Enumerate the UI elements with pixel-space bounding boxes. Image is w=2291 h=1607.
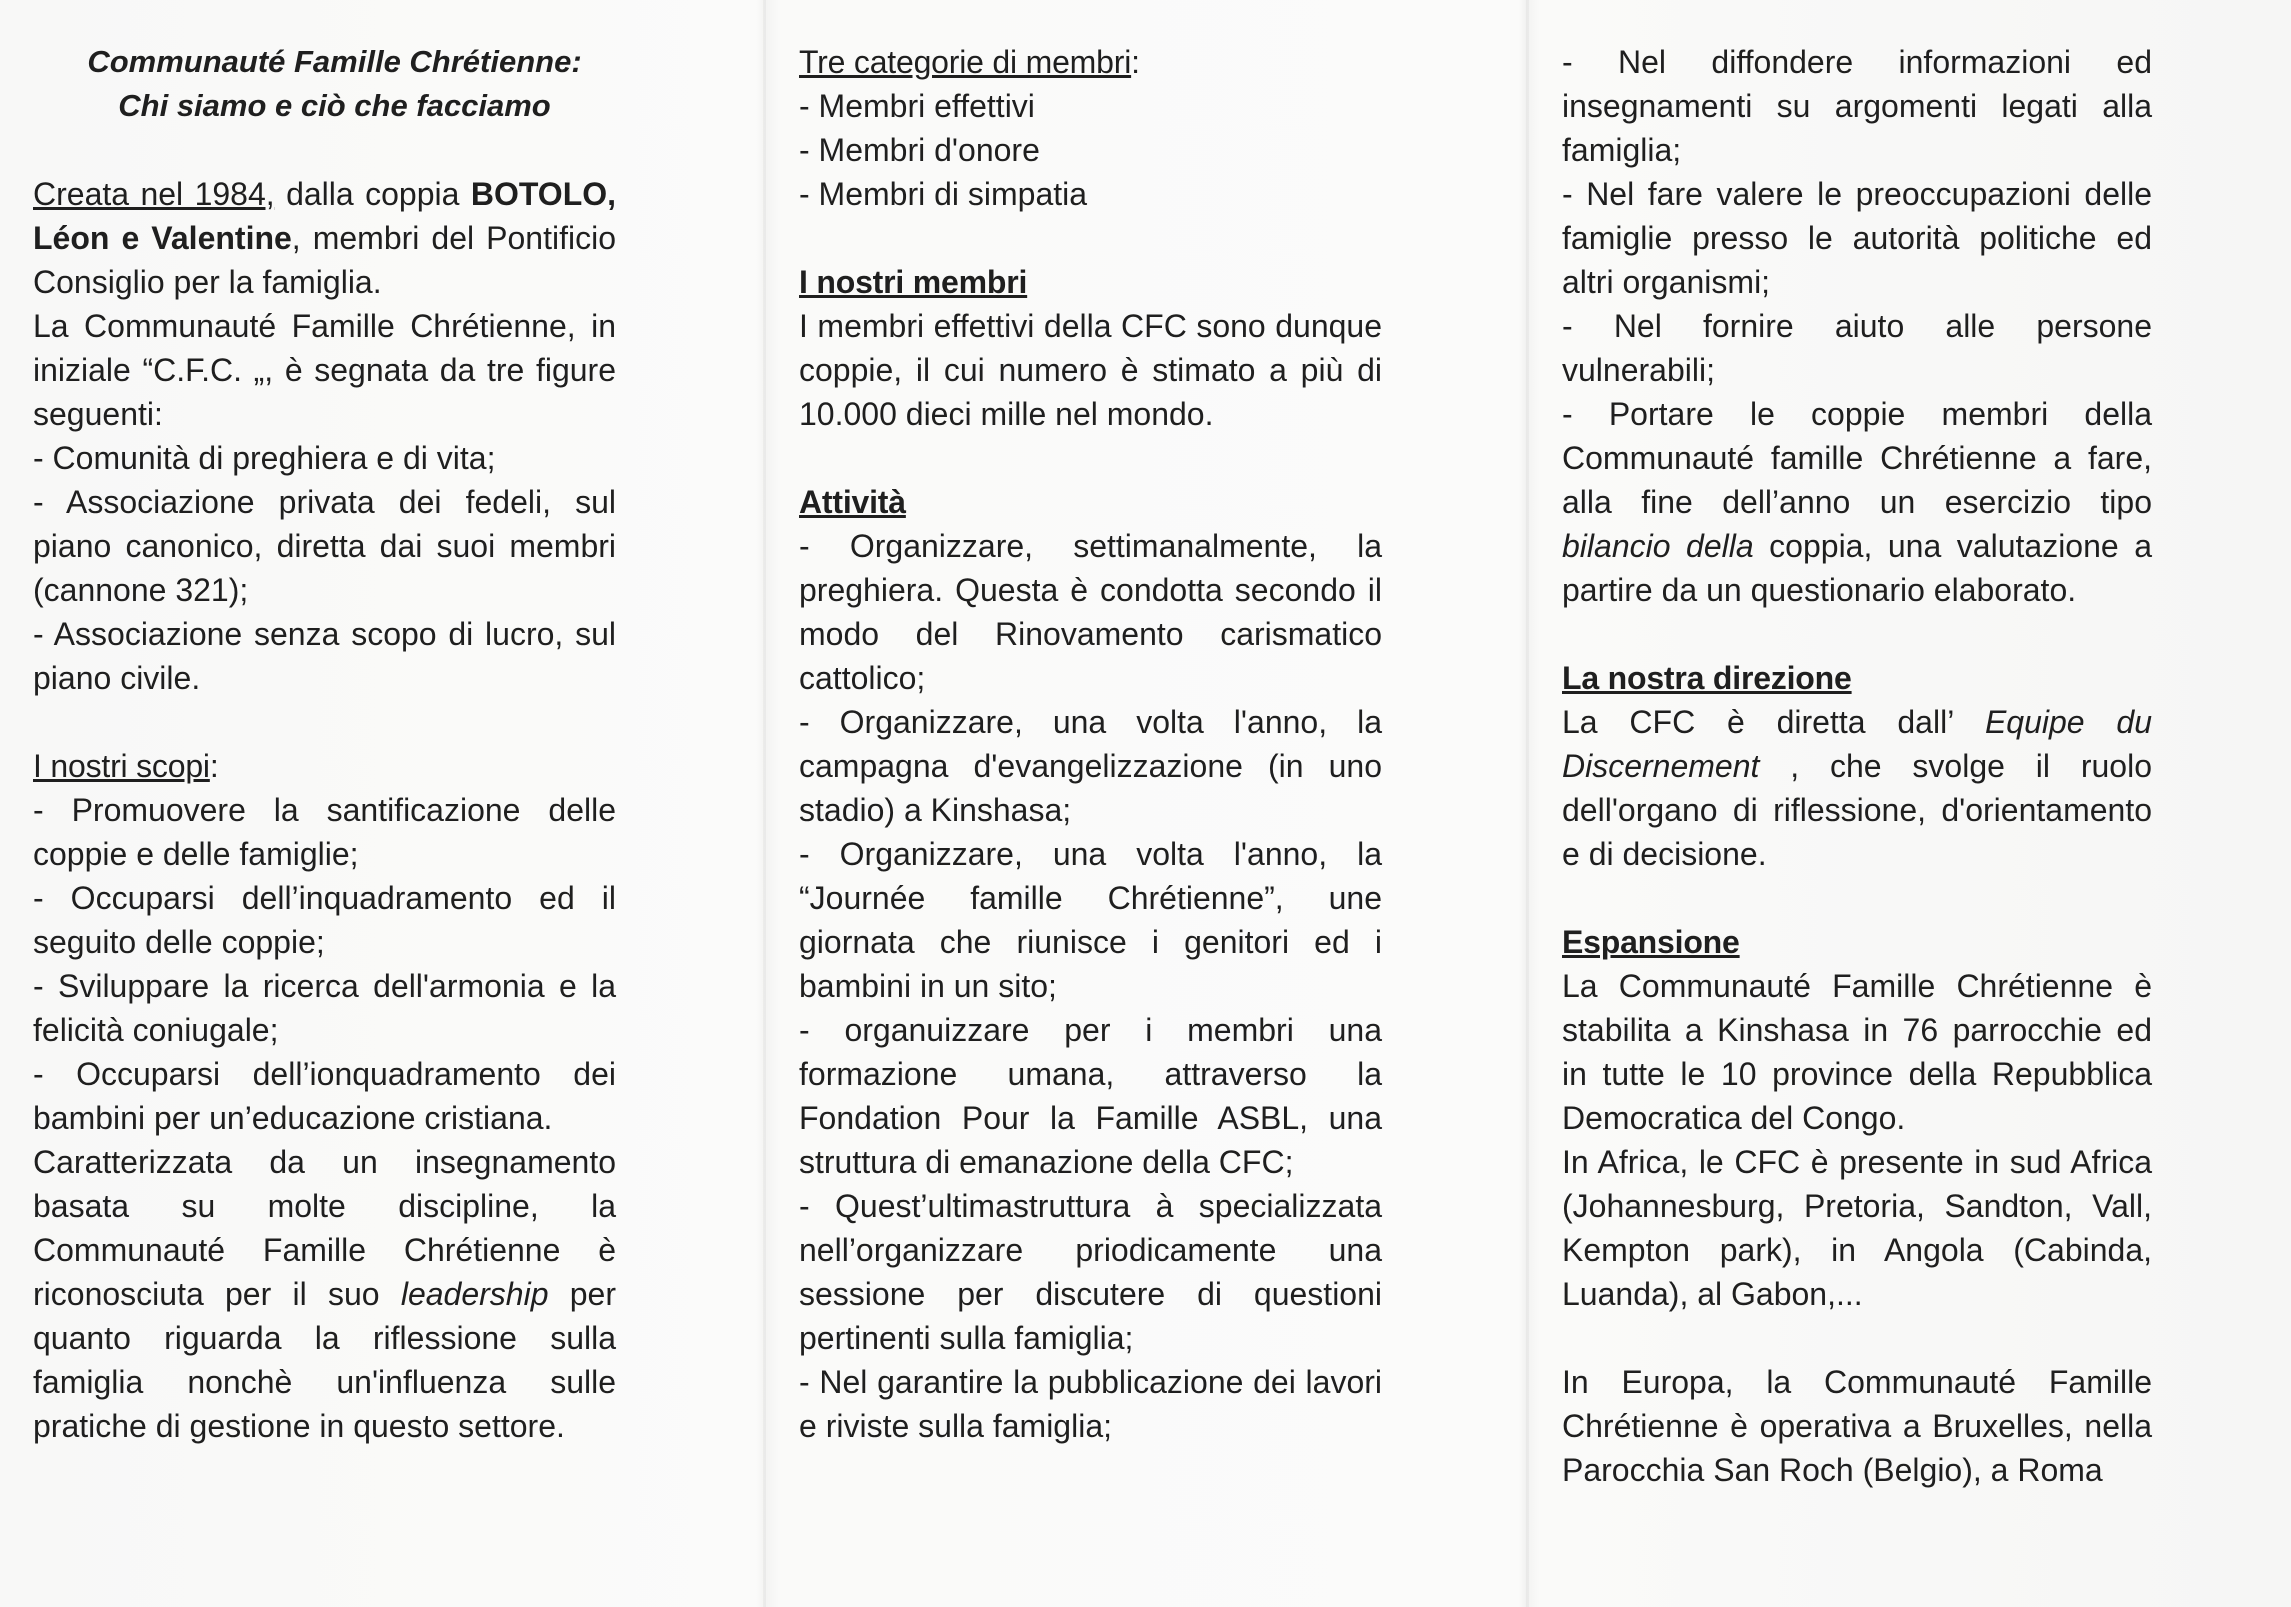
intro-rest: , membri del Pontificio Consiglio per la famiglia. bbox=[33, 220, 616, 300]
direzione-emphasis: Equipe du Discernement bbox=[1562, 704, 2153, 784]
scopo-item: - Promuovere la santificazione delle coppie e delle famiglie; bbox=[33, 792, 616, 872]
column-right bbox=[1562, 40, 2152, 1492]
scopo-item: - Occuparsi dell’inquadramento ed il seguito delle coppie; bbox=[33, 880, 616, 960]
closing-text-b: per quanto riguarda la riflessione sulla famiglia nonchè un'influenza sulle pratiche di gestione in questo settore. bbox=[33, 1276, 617, 1444]
attivita-item: - Quest’ultimastruttura à specializzata nell’organizzare priodicamente una sessione per discutere di questioni pertinenti sulla famiglia; bbox=[799, 1188, 1382, 1356]
fold-line-right bbox=[1526, 0, 1529, 1607]
section-heading-membri: I nostri membri bbox=[799, 264, 1028, 300]
attivita-item-bilancio bbox=[1562, 392, 2152, 612]
bilancio-text-a: - Portare le coppie membri della Communauté famille Chrétienne a fare, alla fine dell’anno un esercizio tipo bbox=[1562, 396, 2152, 520]
categoria-item: - Membri effettivi bbox=[799, 88, 1035, 124]
bilancio-emphasis: bilancio della bbox=[1562, 528, 1754, 564]
categoria-item: - Membri d'onore bbox=[799, 132, 1040, 168]
scopo-item: - Occuparsi dell’ionquadramento dei bambini per un’educazione cristiana. bbox=[33, 1056, 616, 1136]
direzione-text-a: La CFC è diretta dall’ bbox=[1562, 704, 1985, 740]
attivita-item: - Nel diffondere informazioni ed insegnamenti su argomenti legati alla famiglia; bbox=[1562, 44, 2152, 168]
categorie-colon: : bbox=[1131, 44, 1140, 80]
figure-item: - Associazione senza scopo di lucro, sul piano civile. bbox=[33, 616, 616, 696]
attivita-item: - Nel fare valere le preoccupazioni delle famiglie presso le autorità politiche ed altri organismi; bbox=[1562, 176, 2152, 300]
intro-lead: Creata nel 1984, bbox=[33, 176, 275, 212]
categoria-item: - Membri di simpatia bbox=[799, 176, 1088, 212]
espansione-paragraph: La Communauté Famille Chrétienne è stabilita a Kinshasa in 76 parrocchie ed in tutte le 10 province della Repubblica Democratica del Congo. bbox=[1562, 968, 2152, 1136]
column-middle bbox=[799, 40, 1382, 1448]
figure-item: - Comunità di preghiera e di vita; bbox=[33, 440, 496, 476]
attivita-item: - Nel fornire aiuto alle persone vulnerabili; bbox=[1562, 308, 2152, 388]
document-title-line-2: Chi siamo e ciò che facciamo bbox=[118, 88, 551, 123]
fold-line-left bbox=[763, 0, 766, 1607]
figure-item: - Associazione privata dei fedeli, sul piano canonico, diretta dai suoi membri (cannone 321); bbox=[33, 484, 616, 608]
section-heading-attivita: Attività bbox=[799, 484, 906, 520]
attivita-item: - Nel garantire la pubblicazione dei lavori e riviste sulla famiglia; bbox=[799, 1364, 1382, 1444]
direzione-paragraph bbox=[1562, 700, 2152, 876]
closing-text-a: Caratterizzata da un insegnamento basata su molte discipline, la Communauté Famille Chrétienne è riconosciuta per il suo bbox=[33, 1144, 616, 1312]
bilancio-text-b: coppia, una valutazione a partire da un questionario elaborato. bbox=[1562, 528, 2153, 608]
direzione-text-b: , che svolge il ruolo dell'organo di riflessione, d'orientamento e di decisione. bbox=[1562, 748, 2152, 872]
section-heading-scopi bbox=[33, 744, 616, 788]
attivita-item: - Organizzare, una volta l'anno, la “Journée famille Chrétienne”, une giornata che riunisce i genitori ed i bambini in un sito; bbox=[799, 836, 1382, 1004]
scopo-item: - Sviluppare la ricerca dell'armonia e la felicità coniugale; bbox=[33, 968, 616, 1048]
section-heading-espansione: Espansione bbox=[1562, 924, 1740, 960]
categorie-heading-text: Tre categorie di membri bbox=[799, 44, 1132, 80]
section-heading-categorie bbox=[799, 40, 1382, 84]
intro-paragraph bbox=[33, 172, 616, 304]
closing-paragraph bbox=[33, 1140, 616, 1448]
founders-name: BOTOLO, Léon e Valentine bbox=[33, 176, 617, 256]
section-heading-direzione: La nostra direzione bbox=[1562, 660, 1852, 696]
scopi-colon: : bbox=[209, 748, 219, 784]
intro-paragraph-2: La Communauté Famille Chrétienne, in iniziale “C.F.C. „, è segnata da tre figure seguenti: bbox=[33, 308, 616, 432]
closing-emphasis: leadership bbox=[400, 1276, 549, 1312]
attivita-item: - Organizzare, una volta l'anno, la campagna d'evangelizzazione (in uno stadio) a Kinshasa; bbox=[799, 704, 1382, 828]
column-left bbox=[33, 40, 616, 1448]
attivita-item: - organuizzare per i membri una formazione umana, attraverso la Fondation Pour la Famille ASBL, una struttura di emanazione della CFC; bbox=[799, 1012, 1382, 1180]
intro-text: dalla coppia bbox=[274, 176, 471, 212]
membri-paragraph: I membri effettivi della CFC sono dunque coppie, il cui numero è stimato a più di 10.000 dieci mille nel mondo. bbox=[799, 308, 1382, 432]
espansione-paragraph: In Africa, le CFC è presente in sud Africa (Johannesburg, Pretoria, Sandton, Vall, Kempton park), in Angola (Cabinda, Luanda), al Gabon,... bbox=[1562, 1144, 2152, 1312]
document-title-line-1: Communauté Famille Chrétienne: bbox=[87, 44, 582, 79]
attivita-item: - Organizzare, settimanalmente, la preghiera. Questa è condotta secondo il modo del Rinovamento carismatico cattolico; bbox=[799, 528, 1382, 696]
espansione-paragraph: In Europa, la Communauté Famille Chrétienne è operativa a Bruxelles, nella Parocchia San Roch (Belgio), a Roma bbox=[1562, 1364, 2152, 1488]
scopi-heading-text: I nostri scopi bbox=[33, 748, 210, 784]
